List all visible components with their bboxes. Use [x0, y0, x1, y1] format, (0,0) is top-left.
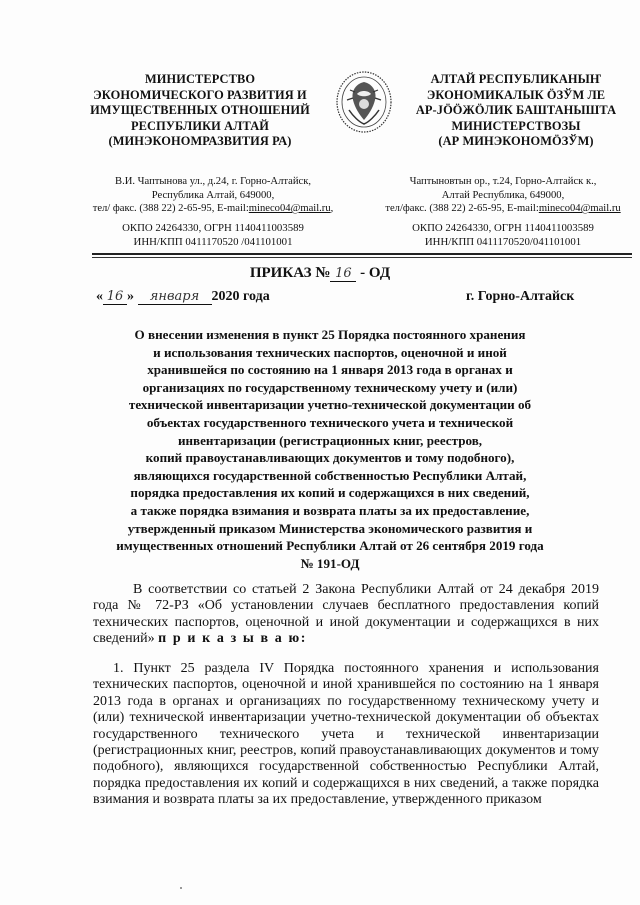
subject-line: являющихся государственной собственностью Республики Алтай,	[133, 467, 527, 483]
subject-line: и использования технических паспортов, оценочной и иной	[153, 344, 507, 360]
phone-text: тел/факс. (388 22) 2-65-95, E-mail:	[385, 203, 539, 214]
subject-line: О внесении изменения в пункт 25 Порядка постоянного хранения	[134, 327, 526, 342]
order-city: г. Горно-Алтайск	[466, 289, 575, 304]
ministry-name-russian	[80, 72, 320, 150]
subject-line: хранившейся по состоянию на 1 января 2013 года в органах и	[147, 362, 513, 378]
address-contacts	[372, 202, 634, 216]
inn-kpp: ИНН/КПП 0411170520/041101001	[424, 235, 582, 248]
order-month: января	[138, 289, 212, 305]
header-divider-thin	[92, 257, 632, 258]
registration-codes-left	[88, 222, 338, 249]
ministry-line: ЭКОНОМИКАЛЫК ÖЗЎМ ЛЕ	[426, 87, 606, 102]
address-contacts	[68, 202, 358, 216]
ministry-line: (МИНЭКОНОМРАЗВИТИЯ РА)	[108, 134, 292, 149]
coat-of-arms-icon	[335, 70, 393, 134]
order-day: 16	[103, 289, 127, 305]
okpo-ogrn: ОКПО 24264330, ОГРН 1140411003589	[412, 222, 594, 234]
preamble-text: В соответствии со статьей 2 Закона Республики Алтай от 24 декабря 2019 года № 72-РЗ «Об установлении случаев бесплатного предоставления копий технических паспортов, оценочной и иной документации и содержащихся в них сведений»	[93, 582, 599, 647]
subject-line: № 191-ОД	[300, 555, 360, 571]
address-city: Республика Алтай, 649000,	[151, 189, 275, 201]
address-city: Алтай Республика, 649000,	[441, 189, 565, 201]
inn-kpp: ИНН/КПП 0411170520 /041101001	[133, 235, 293, 248]
address-punct: ,	[330, 203, 334, 214]
quote-close: »	[127, 289, 134, 304]
ministry-line: ЭКОНОМИЧЕСКОГО РАЗВИТИЯ И	[93, 87, 307, 102]
ministry-line: МИНИСТЕРСТВО	[144, 72, 256, 86]
subject-line: копий правоустанавливающих документов и тому подобного),	[145, 450, 515, 466]
okpo-ogrn: ОКПО 24264330, ОГРН 1140411003589	[122, 222, 304, 234]
subject-line: порядка предоставления их копий и содержащихся в них сведений,	[130, 485, 530, 501]
ministry-line: ИМУЩЕСТВЕННЫХ ОТНОШЕНИЙ	[90, 103, 310, 118]
subject-line: объектах государственного технического учета и технической	[146, 414, 514, 430]
address-street: Чаптыновтын ор., т.24, Горно-Алтайск к.,	[409, 176, 597, 187]
email-link[interactable]: mineco04@mail.ru	[248, 203, 331, 214]
subject-line: инвентаризации (регистрационных книг, реестров,	[177, 432, 483, 448]
order-number: 16	[330, 266, 356, 282]
order-year: 2020 года	[211, 289, 270, 304]
phone-text: тел/ факс. (388 22) 2-65-95, E-mail:	[92, 203, 249, 214]
ministry-line: АР-JÖÖЖÖЛИК БАШТАНЫШТА	[415, 103, 617, 118]
quote-open: «	[96, 289, 103, 304]
preamble-paragraph	[93, 582, 599, 648]
email-link[interactable]: mineco04@mail.ru	[538, 203, 621, 214]
order-date	[96, 289, 270, 305]
address-street: В.И. Чаптынова ул., д.24, г. Горно-Алтайск,	[115, 176, 311, 187]
order-title-prefix: ПРИКАЗ №	[249, 265, 331, 281]
order-subject	[80, 326, 580, 572]
address-russian	[68, 175, 358, 216]
order-title-suffix: - ОД	[360, 265, 391, 281]
registration-codes-right	[388, 222, 618, 249]
address-altai	[372, 175, 634, 216]
ministry-line: АЛТАЙ РЕСПУБЛИКАНЫҤ	[430, 72, 602, 86]
order-directive: п р и к а з ы в а ю:	[158, 631, 308, 647]
subject-line: имущественных отношений Республики Алтай от 26 сентября 2019 года	[116, 538, 544, 554]
subject-line: технической инвентаризации учетно-технической документации об	[128, 397, 532, 413]
subject-line: организациях по государственному техническому учету и (или)	[142, 379, 518, 395]
scan-speck	[180, 887, 182, 889]
header-divider	[92, 253, 632, 255]
ministry-line: РЕСПУБЛИКИ АЛТАЙ	[131, 118, 269, 133]
subject-line: а также порядка взимания и возврата платы за их предоставление,	[130, 502, 530, 518]
order-title	[0, 265, 640, 282]
ministry-line: (АР МИНЭКОНОМÖЗЎМ)	[438, 134, 594, 149]
ministry-line: МИНИСТЕРСТВОЗЫ	[451, 118, 581, 133]
clause-1-paragraph: 1. Пункт 25 раздела IV Порядка постоянного хранения и использования технических паспортов, оценочной и иной хранившейся по состоянию на 1 января 2013 года в органах и организациях по государственному техническому учету и (или) технической инвентаризации учетно-технической документации об объектах государственного технического учета и технической инвентаризации (регистрационных книг, реестров, копий правоустанавливающих документов и тому подобного), являющихся государственной собственностью Республики Алтай, порядка предоставления их копий и содержащихся в них сведений, а также порядка взимания и возврата платы за их предоставление, утвержденного приказом	[93, 661, 599, 808]
ministry-name-altai	[398, 72, 634, 150]
subject-line: утвержденный приказом Министерства экономического развития и	[127, 520, 533, 536]
